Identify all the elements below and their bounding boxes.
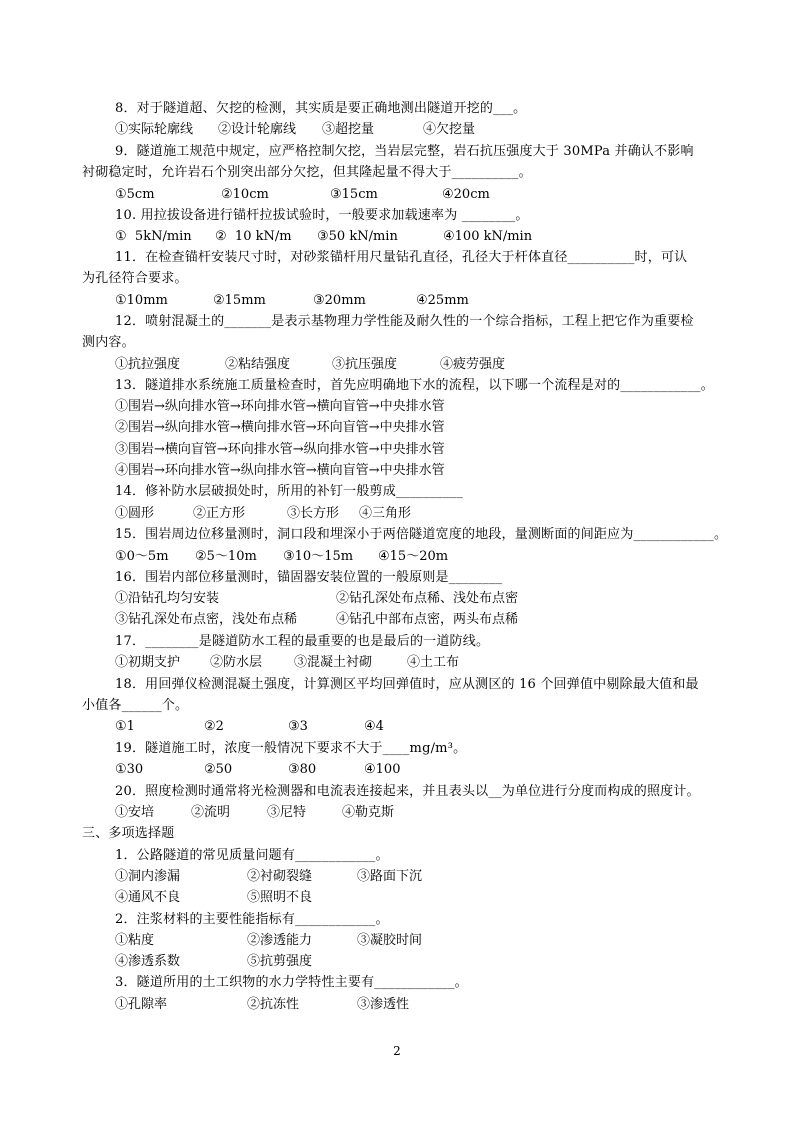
question-13-option-2: ②围岩→纵向排水管→横向排水管→环向盲管→中央排水管 [115, 420, 445, 435]
question-20-text: 20．照度检测时通常将光检测器和电流表连接起来，并且表头以__为单位进行分度而构成的照度计。 [115, 784, 700, 799]
question-12-option-1: ①抗拉强度 [115, 357, 181, 372]
question-8-option-1: ①实际轮廓线 [115, 122, 194, 137]
question-20-option-4: ④勒克斯 [342, 805, 395, 820]
question-15-option-1: ①0～5m [115, 549, 169, 564]
question-17-option-3: ③混凝土衬砌 [294, 655, 373, 670]
question-16-option-4: ④钻孔中部布点密，两头布点稀 [336, 612, 519, 627]
question-11-option-4: ④25mm [416, 293, 469, 308]
question-17-text: 17．________是隧道防水工程的最重要的也是最后的一道防线。 [115, 634, 490, 649]
question-8-option-2: ②设计轮廓线 [218, 122, 297, 137]
question-9-text-line2: 衬砌稳定时，允许岩石个别突出部分欠挖，但其隆起量不得大于__________。 [82, 165, 532, 180]
multi-question-2-option-5: ⑤抗剪强度 [247, 954, 313, 969]
multi-question-2-option-2: ②渗透能力 [247, 933, 313, 948]
question-20-option-2: ②流明 [191, 805, 231, 820]
question-19-option-4: ④100 [364, 762, 401, 777]
multi-question-2-option-1: ①粘度 [115, 933, 155, 948]
question-10-option-3: ③50 kN/min [317, 229, 398, 244]
question-18-option-2: ②2 [204, 719, 224, 734]
multi-question-1-option-3: ③路面下沉 [357, 869, 423, 884]
question-15-option-3: ③10～15m [283, 549, 354, 564]
question-16-option-2: ②钻孔深处布点稀、浅处布点密 [336, 591, 519, 606]
question-16-option-1: ①沿钻孔均匀安装 [115, 591, 220, 606]
question-13-option-4: ④围岩→环向排水管→纵向排水管→横向盲管→中央排水管 [115, 463, 445, 478]
question-8-text: 8．对于隧道超、欠挖的检测，其实质是要正确地测出隧道开挖的___。 [115, 101, 527, 116]
question-10-option-2: ② 10 kN/m [215, 229, 292, 244]
question-10-option-1: ① 5kN/min [115, 229, 192, 244]
question-16-option-3: ③钻孔深处布点密，浅处布点稀 [115, 612, 298, 627]
question-12-option-2: ②粘结强度 [225, 357, 291, 372]
multi-question-2-option-3: ③凝胶时间 [357, 933, 423, 948]
question-16-text: 16．围岩内部位移量测时，锚固器安装位置的一般原则是________ [115, 570, 503, 585]
question-19-text: 19．隧道施工时，浓度一般情况下要求不大于____mg/m³。 [115, 741, 467, 756]
question-17-option-4: ④土工布 [407, 655, 460, 670]
question-14-option-4: ④三角形 [359, 506, 412, 521]
multi-question-3-option-1: ①孔隙率 [115, 997, 168, 1012]
section-multi-choice-title: 三、多项选择题 [82, 826, 175, 841]
question-14-text: 14．修补防水层破损处时，所用的补钉一般剪成__________ [115, 484, 463, 499]
question-19-option-2: ②50 [204, 762, 233, 777]
question-12-text-line2: 测内容。 [82, 335, 135, 350]
question-14-option-1: ①圆形 [115, 506, 155, 521]
question-9-option-2: ②10cm [221, 187, 269, 202]
page-number: 2 [393, 1044, 401, 1058]
question-15-text: 15．围岩周边位移量测时，洞口段和埋深小于两倍隧道宽度的地段，量测断面的间距应为____________。 [115, 527, 728, 542]
question-20-option-1: ①安培 [115, 805, 155, 820]
question-18-text-line1: 18．用回弹仪检测混凝土强度，计算测区平均回弹值时，应从测区的 16 个回弹值中剔除最大值和最 [115, 677, 699, 692]
question-17-option-1: ①初期支护 [115, 655, 181, 670]
question-9-option-3: ③15cm [330, 187, 378, 202]
question-19-option-1: ①30 [115, 762, 144, 777]
question-9-option-1: ①5cm [115, 187, 155, 202]
multi-question-3-text: 3．隧道所用的土工织物的水力学特性主要有____________。 [115, 975, 468, 990]
multi-question-2-option-4: ④渗透系数 [115, 954, 181, 969]
multi-question-1-option-2: ②衬砌裂缝 [247, 869, 313, 884]
multi-question-1-text: 1．公路隧道的常见质量问题有____________。 [115, 848, 389, 863]
question-18-option-3: ③3 [288, 719, 308, 734]
question-19-option-3: ③80 [288, 762, 317, 777]
question-13-text: 13．隧道排水系统施工质量检查时，首先应明确地下水的流程，以下哪一个流程是对的____________。 [115, 378, 714, 393]
multi-question-1-option-1: ①洞内渗漏 [115, 869, 181, 884]
question-12-text-line1: 12．喷射混凝土的_______是表示基物理力学性能及耐久性的一个综合指标，工程上把它作为重要检 [115, 314, 694, 329]
question-14-option-2: ②正方形 [193, 506, 246, 521]
multi-question-2-text: 2．注浆材料的主要性能指标有____________。 [115, 912, 389, 927]
question-9-option-4: ④20cm [442, 187, 490, 202]
question-15-option-4: ④15～20m [378, 549, 449, 564]
question-15-option-2: ②5～10m [195, 549, 257, 564]
question-9-text-line1: 9．隧道施工规范中规定，应严格控制欠挖，当岩层完整，岩石抗压强度大于 30MPa 并确认不影响 [115, 144, 694, 159]
question-11-option-1: ①10mm [115, 293, 168, 308]
question-12-option-4: ④疲劳强度 [440, 357, 506, 372]
multi-question-3-option-2: ②抗冻性 [247, 997, 300, 1012]
multi-question-3-option-3: ③渗透性 [357, 997, 410, 1012]
question-13-option-1: ①围岩→纵向排水管→环向排水管→横向盲管→中央排水管 [115, 399, 445, 414]
question-18-option-4: ④4 [364, 719, 384, 734]
question-13-option-3: ③围岩→横向盲管→环向排水管→纵向排水管→中央排水管 [115, 442, 445, 457]
question-12-option-3: ③抗压强度 [332, 357, 398, 372]
question-11-option-3: ③20mm [313, 293, 366, 308]
question-8-option-3: ③超挖量 [322, 122, 375, 137]
question-8-option-4: ④欠挖量 [423, 122, 476, 137]
question-14-option-3: ③长方形 [287, 506, 340, 521]
multi-question-1-option-5: ⑤照明不良 [247, 890, 313, 905]
question-11-option-2: ②15mm [213, 293, 266, 308]
question-20-option-3: ③尼特 [267, 805, 307, 820]
question-17-option-2: ②防水层 [210, 655, 263, 670]
question-11-text-line1: 11．在检查锚杆安装尺寸时，对砂浆锚杆用尺量钻孔直径，孔径大于杆体直径__________时，可认 [115, 250, 688, 265]
question-10-text: 10. 用拉拔设备进行锚杆拉拔试验时，一般要求加载速率为 ________。 [115, 208, 529, 223]
question-18-text-line2: 小值各______个。 [82, 698, 189, 713]
multi-question-1-option-4: ④通风不良 [115, 890, 181, 905]
question-18-option-1: ①1 [115, 719, 135, 734]
question-11-text-line2: 为孔径符合要求。 [82, 271, 188, 286]
question-10-option-4: ④100 kN/min [443, 229, 533, 244]
